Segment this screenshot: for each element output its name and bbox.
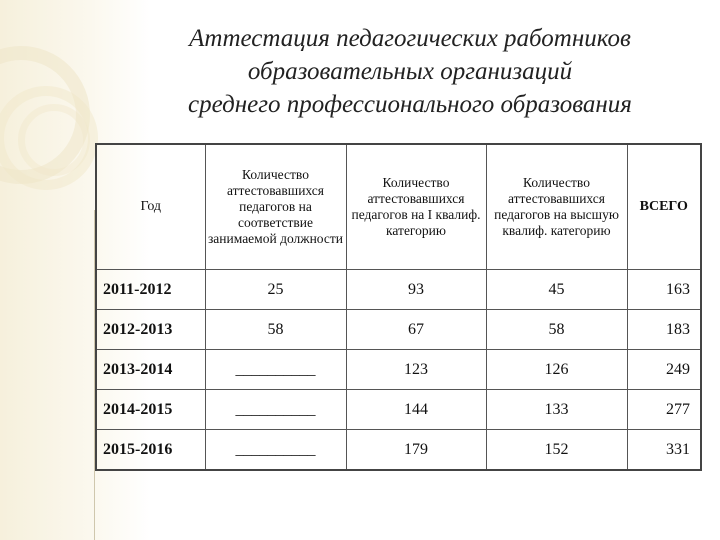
table-row: [96, 310, 701, 350]
cell-year: 2012-2013: [96, 310, 205, 350]
cell-col1: 25: [205, 270, 346, 310]
cell-col1: __________: [205, 430, 346, 471]
cell-col3: 126: [486, 350, 627, 390]
header-col3: Количество аттестовавшихся педагогов на высшую квалиф. категорию: [486, 144, 627, 270]
header-col1: Количество аттестовавшихся педагогов на соответствие занимаемой должности: [205, 144, 346, 270]
header-col2: Количество аттестовавшихся педагогов на I квалиф. категорию: [346, 144, 486, 270]
cell-col3: 58: [486, 310, 627, 350]
cell-col1: 58: [205, 310, 346, 350]
cell-col2: 179: [346, 430, 486, 471]
decorative-ring: [18, 104, 90, 176]
cell-col3: 45: [486, 270, 627, 310]
table-row: [96, 270, 701, 310]
cell-year: 2015-2016: [96, 430, 205, 471]
cell-col2: 144: [346, 390, 486, 430]
table-row: [96, 430, 701, 471]
table-row: [96, 390, 701, 430]
header-total: ВСЕГО: [627, 144, 701, 270]
cell-total: 277: [627, 390, 701, 430]
header-year: Год: [96, 144, 205, 270]
table-header-row: [96, 144, 701, 270]
table-row: [96, 350, 701, 390]
cell-total: 183: [627, 310, 701, 350]
cell-col1: __________: [205, 390, 346, 430]
cell-col2: 67: [346, 310, 486, 350]
cell-year: 2014-2015: [96, 390, 205, 430]
cell-year: 2011-2012: [96, 270, 205, 310]
title-line-3: среднего профессионального образования: [188, 91, 632, 118]
cell-total: 249: [627, 350, 701, 390]
cell-col1: __________: [205, 350, 346, 390]
title-line-1: Аттестация педагогических работников: [189, 25, 631, 52]
cell-total: 331: [627, 430, 701, 471]
title-line-2: образовательных организаций: [247, 58, 573, 85]
slide-title: [110, 22, 710, 121]
cell-total: 163: [627, 270, 701, 310]
cell-col3: 133: [486, 390, 627, 430]
cell-col2: 123: [346, 350, 486, 390]
attestation-table: [95, 143, 702, 471]
cell-year: 2013-2014: [96, 350, 205, 390]
cell-col3: 152: [486, 430, 627, 471]
cell-col2: 93: [346, 270, 486, 310]
